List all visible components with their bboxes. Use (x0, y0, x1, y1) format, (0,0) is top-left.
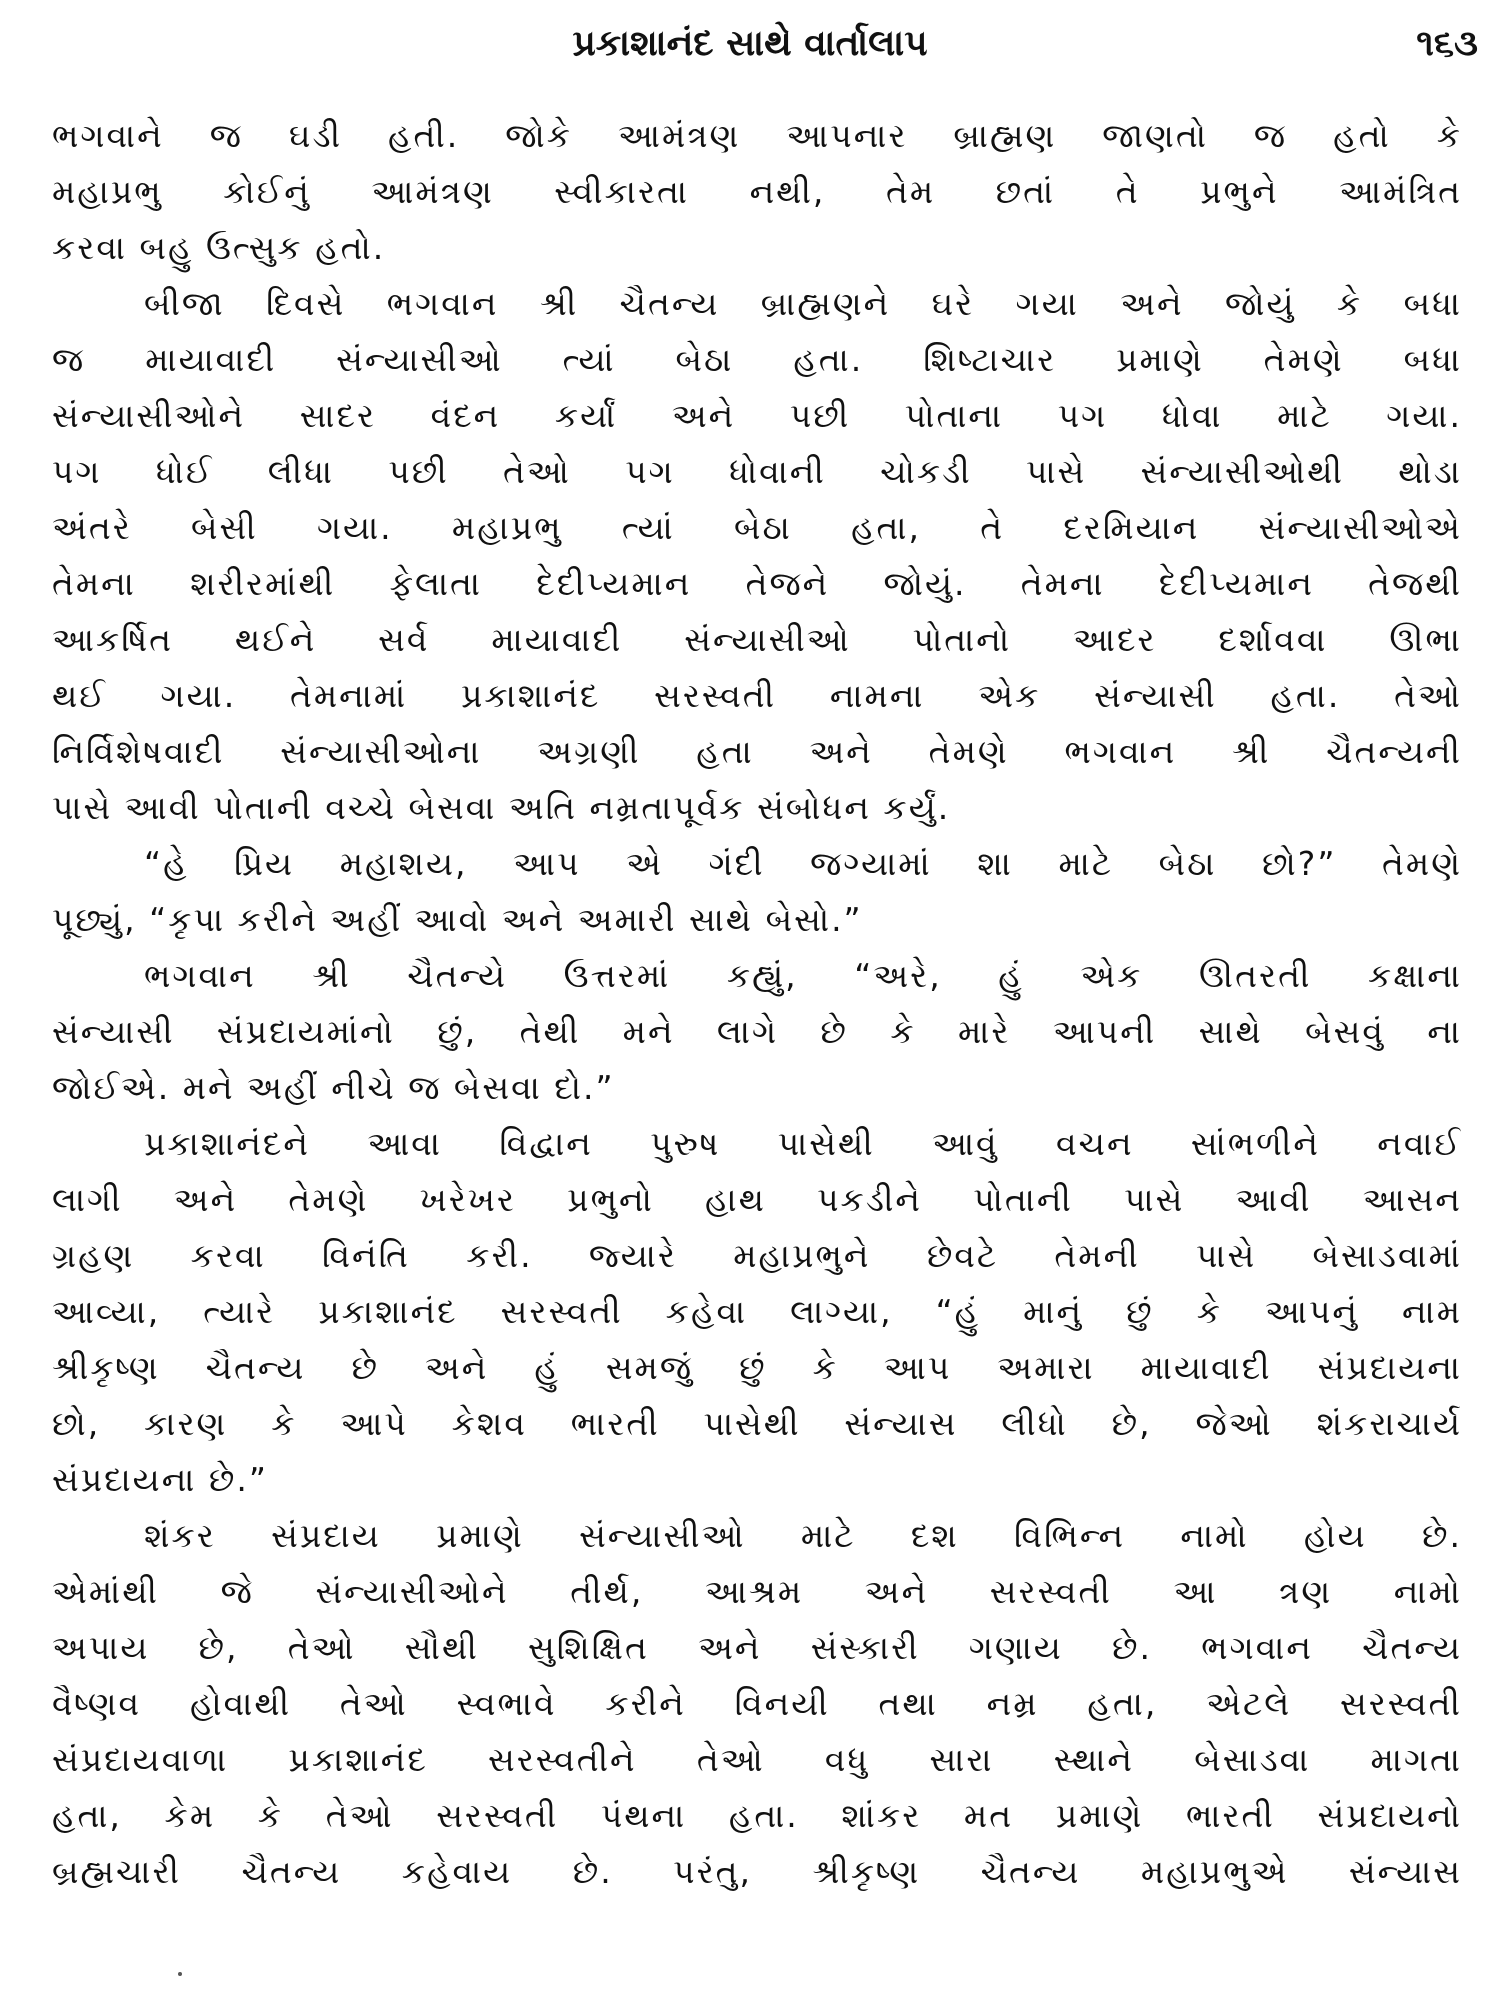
text-line: શ્રીકૃષ્ણ ચૈતન્ય છે અને હું સમજું છું કે આપ અમારા માયાવાદી સંપ્રદાયના (52, 1348, 1462, 1387)
text-line: અપાય છે, તેઓ સૌથી સુશિક્ષિત અને સંસ્કારી ગણાય છે. ભગવાન ચૈતન્ય (52, 1628, 1462, 1667)
text-line: સંપ્રદાયવાળા પ્રકાશાનંદ સરસ્વતીને તેઓ વધુ સારા સ્થાને બેસાડવા માગતા (52, 1740, 1462, 1779)
page-number: ૧૬૩ (1416, 23, 1478, 64)
text-line: મહાપ્રભુ કોઈનું આમંત્રણ સ્વીકારતા નથી, તેમ છતાં તે પ્રભુને આમંત્રિત (52, 172, 1462, 211)
text-line: જોઈએ. મને અહીં નીચે જ બેસવા દો.” (52, 1068, 615, 1107)
text-line: ભગવાને જ ઘડી હતી. જોકે આમંત્રણ આપનાર બ્રાહ્મણ જાણતો જ હતો કે (52, 116, 1462, 155)
scan-speck (178, 1972, 182, 1976)
text-line: પૂછ્યું, “કૃપા કરીને અહીં આવો અને અમારી સાથે બેસો.” (52, 900, 863, 939)
text-line: શંકર સંપ્રદાય પ્રમાણે સંન્યાસીઓ માટે દશ વિભિન્ન નામો હોય છે. (144, 1516, 1462, 1555)
text-line: આકર્ષિત થઈને સર્વ માયાવાદી સંન્યાસીઓ પોતાનો આદર દર્શાવવા ઊભા (52, 620, 1462, 659)
text-line: એમાંથી જે સંન્યાસીઓને તીર્થ, આશ્રમ અને સરસ્વતી આ ત્રણ નામો (52, 1572, 1462, 1611)
text-line: આવ્યા, ત્યારે પ્રકાશાનંદ સરસ્વતી કહેવા લાગ્યા, “હું માનું છું કે આપનું નામ (52, 1292, 1462, 1331)
body-text (52, 108, 1462, 1900)
text-line: પાસે આવી પોતાની વચ્ચે બેસવા અતિ નમ્રતાપૂર્વક સંબોધન કર્યું. (52, 788, 951, 827)
running-header (0, 14, 1500, 74)
chapter-title: પ્રકાશાનંદ સાથે વાર્તાલાપ (572, 23, 928, 64)
text-line: તેમના શરીરમાંથી ફેલાતા દેદીપ્યમાન તેજને જોયું. તેમના દેદીપ્યમાન તેજથી (52, 564, 1462, 603)
text-line: કરવા બહુ ઉત્સુક હતો. (52, 228, 386, 267)
text-line: પગ ધોઈ લીધા પછી તેઓ પગ ધોવાની ચોકડી પાસે સંન્યાસીઓથી થોડા (52, 452, 1462, 491)
text-line: સંપ્રદાયના છે.” (52, 1460, 268, 1499)
text-line: બ્રહ્મચારી ચૈતન્ય કહેવાય છે. પરંતુ, શ્રીકૃષ્ણ ચૈતન્ય મહાપ્રભુએ સંન્યાસ (52, 1852, 1462, 1891)
text-line: થઈ ગયા. તેમનામાં પ્રકાશાનંદ સરસ્વતી નામના એક સંન્યાસી હતા. તેઓ (52, 676, 1462, 715)
text-line: જ માયાવાદી સંન્યાસીઓ ત્યાં બેઠા હતા. શિષ્ટાચાર પ્રમાણે તેમણે બધા (52, 340, 1462, 379)
text-line: ગ્રહણ કરવા વિનંતિ કરી. જ્યારે મહાપ્રભુને છેવટે તેમની પાસે બેસાડવામાં (52, 1236, 1462, 1275)
text-line: વૈષ્ણવ હોવાથી તેઓ સ્વભાવે કરીને વિનયી તથા નમ્ર હતા, એટલે સરસ્વતી (52, 1684, 1462, 1723)
text-line: બીજા દિવસે ભગવાન શ્રી ચૈતન્ય બ્રાહ્મણને ઘરે ગયા અને જોયું કે બધા (144, 284, 1462, 323)
text-line: હતા, કેમ કે તેઓ સરસ્વતી પંથના હતા. શાંકર મત પ્રમાણે ભારતી સંપ્રદાયનો (52, 1796, 1462, 1835)
text-line: નિર્વિશેષવાદી સંન્યાસીઓના અગ્રણી હતા અને તેમણે ભગવાન શ્રી ચૈતન્યની (52, 732, 1462, 771)
text-line: પ્રકાશાનંદને આવા વિદ્વાન પુરુષ પાસેથી આવું વચન સાંભળીને નવાઈ (144, 1124, 1462, 1163)
text-line: સંન્યાસી સંપ્રદાયમાંનો છું, તેથી મને લાગે છે કે મારે આપની સાથે બેસવું ના (52, 1012, 1462, 1051)
text-line: સંન્યાસીઓને સાદર વંદન કર્યાં અને પછી પોતાના પગ ધોવા માટે ગયા. (52, 396, 1462, 435)
text-line: ભગવાન શ્રી ચૈતન્યે ઉત્તરમાં કહ્યું, “અરે, હું એક ઊતરતી કક્ષાના (144, 956, 1462, 995)
text-line: લાગી અને તેમણે ખરેખર પ્રભુનો હાથ પકડીને પોતાની પાસે આવી આસન (52, 1180, 1462, 1219)
text-line: “હે પ્રિય મહાશય, આપ એ ગંદી જગ્યામાં શા માટે બેઠા છો?” તેમણે (144, 844, 1462, 883)
text-line: છો, કારણ કે આપે કેશવ ભારતી પાસેથી સંન્યાસ લીધો છે, જેઓ શંકરાચાર્ય (52, 1404, 1462, 1443)
text-line: અંતરે બેસી ગયા. મહાપ્રભુ ત્યાં બેઠા હતા, તે દરમિયાન સંન્યાસીઓએ (52, 508, 1462, 547)
